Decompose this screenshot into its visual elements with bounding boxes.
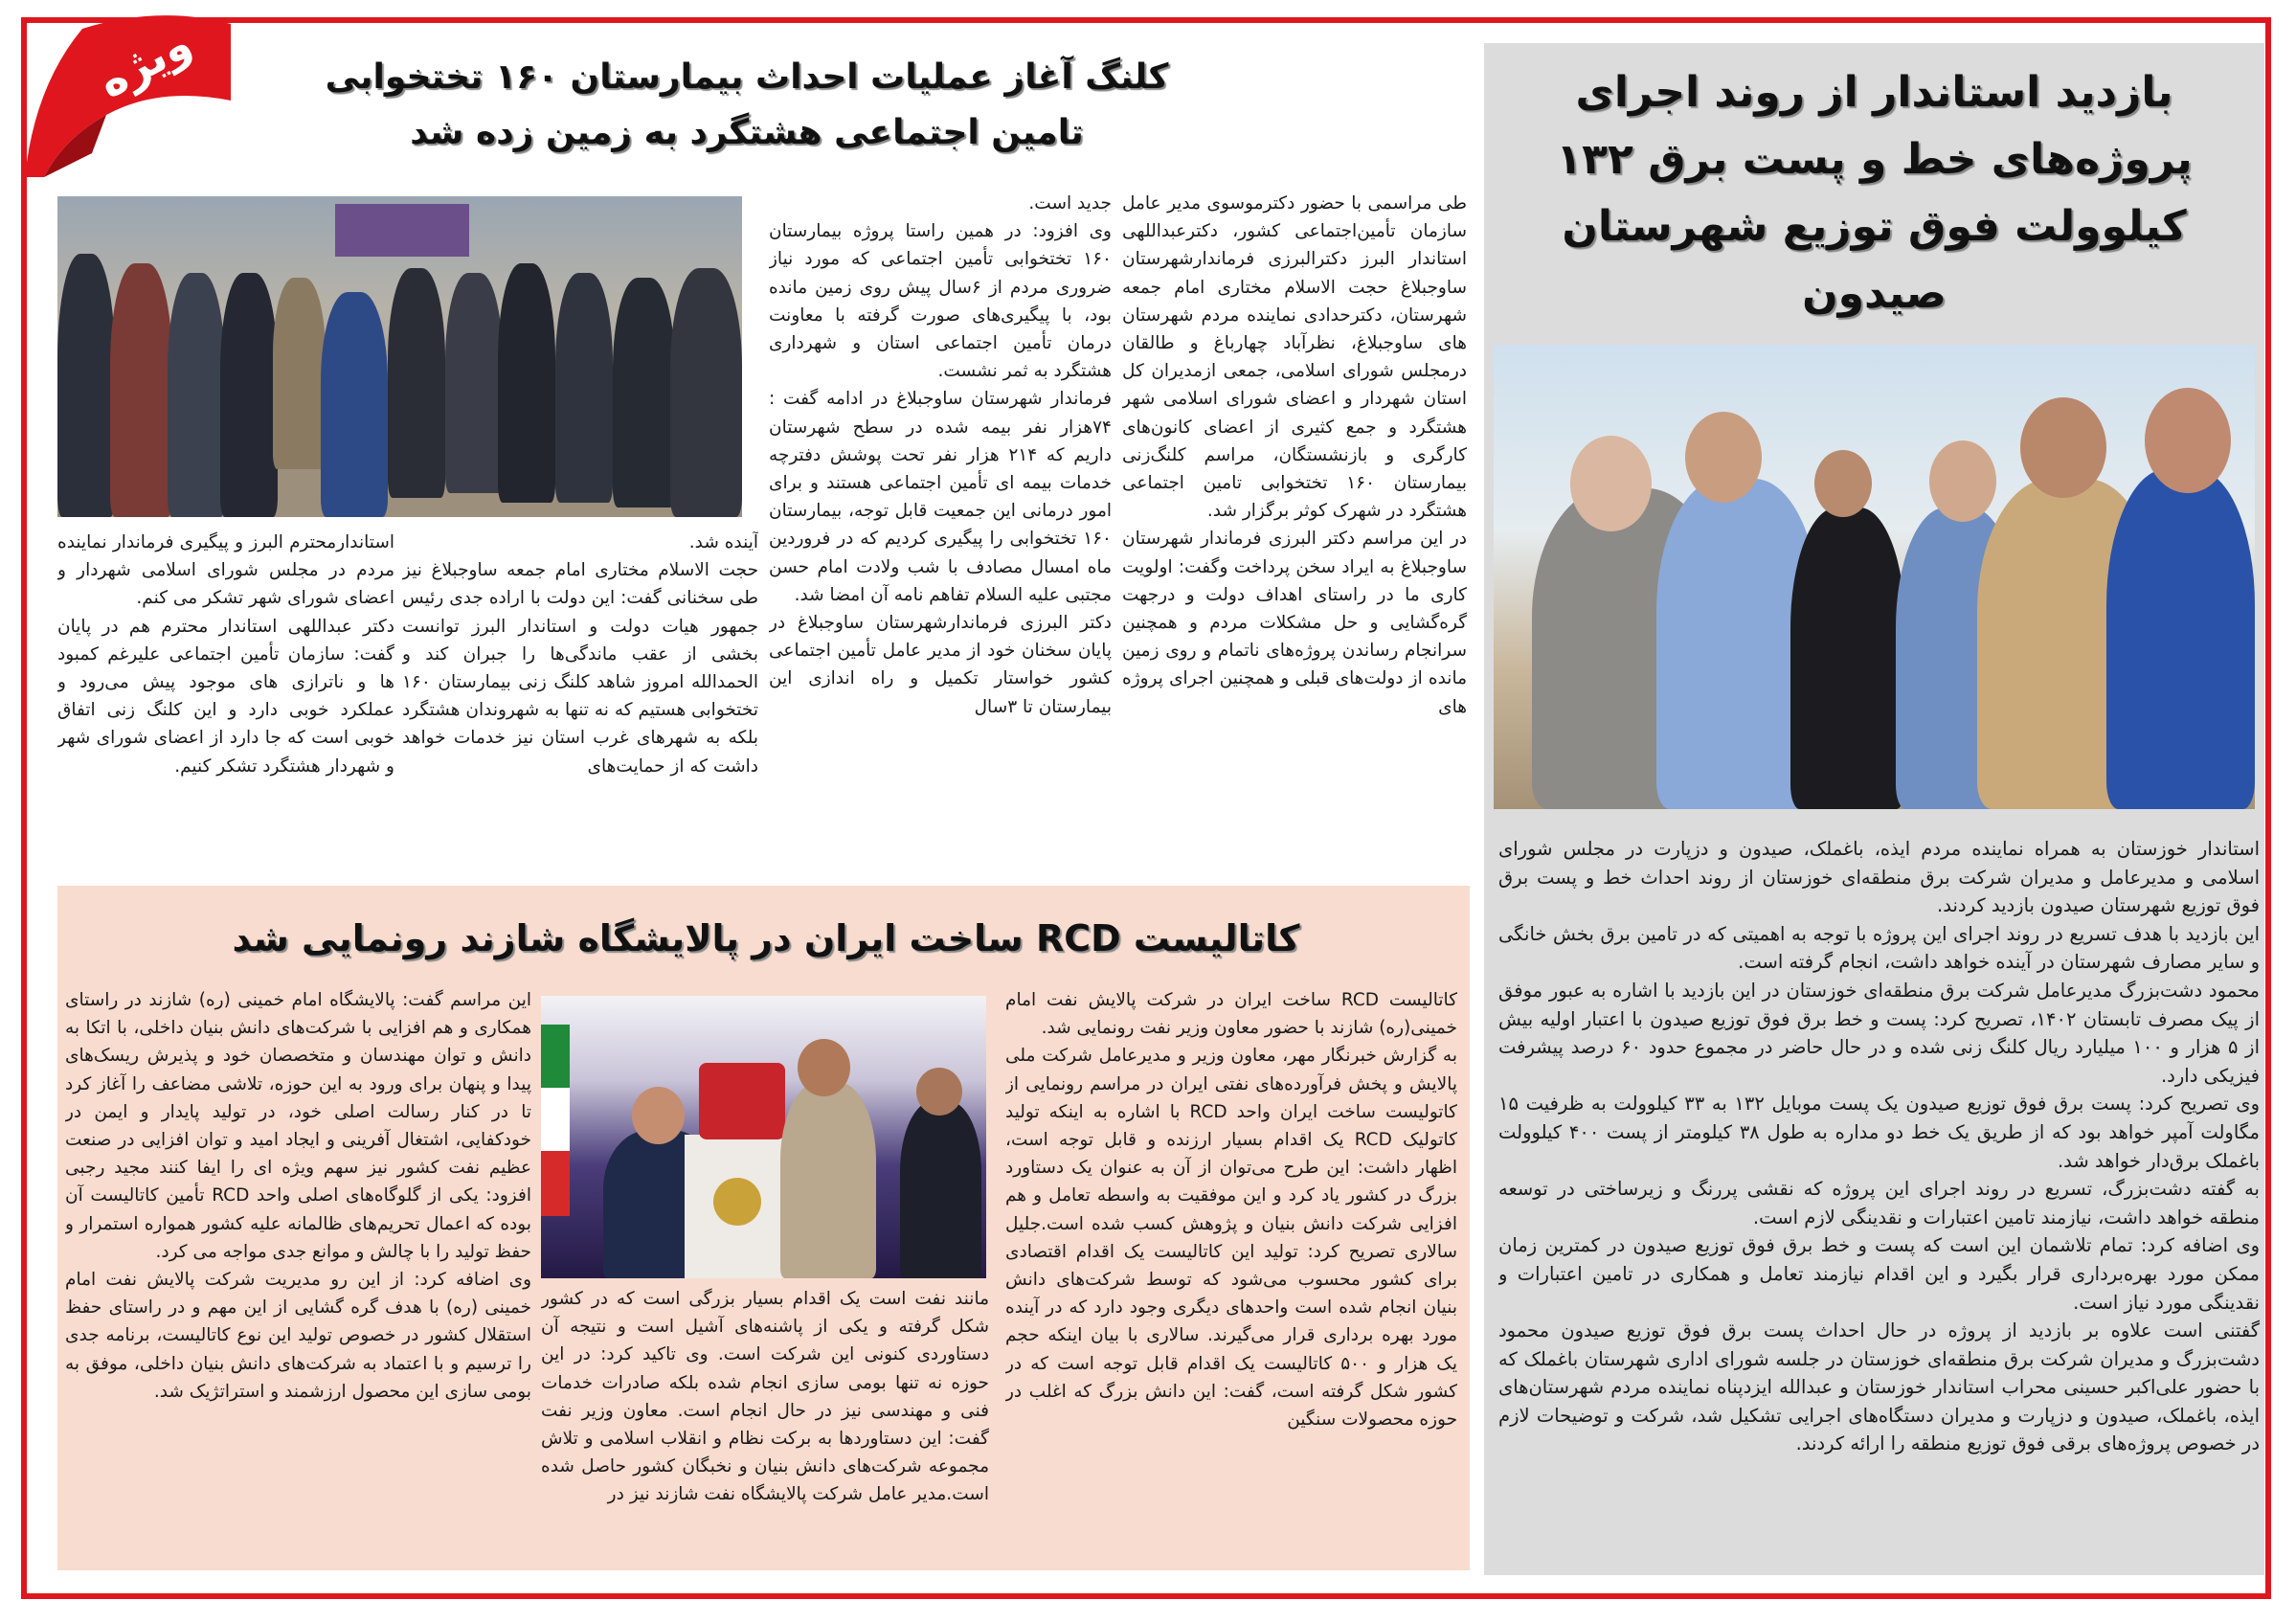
paragraph: جدید است. (1028, 193, 1112, 214)
paragraph: وی اضافه کرد: تمام تلاشمان این است که پست و خط برق فوق توزیع صیدون در کمترین زمان ممکن مورد بهره‌برداری قرار بگیرد و این اقدام نیازمند تعامل و همکاری در تامین اعتبارات و نقدینگی مورد نیاز است. (1498, 1234, 2260, 1314)
hospital-column-1 (1122, 190, 1467, 871)
paragraph: به گفته دشت‌بزرگ، تسریع در روند اجرای این پروژه که نقشی پررنگ و زیرساختی در توسعه منطقه خواهد داشت، نیازمند تامین اعتبارات و نقدینگی لازم است. (1498, 1178, 2260, 1229)
paragraph: محمود دشت‌بزرگ مدیرعامل شرکت برق منطقه‌ای خوزستان در این بازدید با اشاره به عبور موفق از پیک مصرف تابستان ۱۴۰۲، تصریح کرد: پست و خط برق فوق توزیع صیدون با اعتبار اولیه بیش از ۵ هزار و ۱۰۰ میلیارد ریال کلنگ زنی شده و در حال حاضر در مجموع حدود ۶۰ درصد پیشرفت فیزیکی دارد. (1498, 979, 2260, 1087)
rcd-unveiling-photo (541, 996, 986, 1278)
saidoun-headline: بازدید استاندار از روند اجرای پروژه‌های خط و پست برق ۱۳۲ کیلوولت فوق توزیع شهرستان صیدون (1556, 68, 2193, 318)
paragraph: مانند نفت است یک اقدام بسیار بزرگی است که در کشور شکل گرفته و یکی از پاشنه‌های آشیل است و نتیجه آن دستاوردی کنونی این شرکت است. وی تاکید کرد: در این حوزه نه تنها بومی سازی انجام شده بلکه صادرات خدمات فنی و مهندسی نیز در حال انجام است. معاون وزیر نفت گفت: این دستاوردها به برکت نظام و انقلاب اسلامی و تلاش مجموعه شرکت‌های دانش بنیان و نخبگان کشور حاصل شده است.مدیر عامل شرکت پالایشگاه نفت شازند نیز در (541, 1289, 989, 1505)
hospital-column-3 (402, 529, 758, 871)
paragraph: کاتالیست RCD ساخت ایران در شرکت پالایش نفت امام خمینی(ره) شازند با حضور معاون وزیر نفت رونمایی شد. (1005, 990, 1457, 1039)
paragraph: دکتر عبداللهی استاندار محترم هم در پایان گفت: سازمان تأمین اجتماعی علیرغم کمبود ها و ناترازی های موجود پیش می‌رود و عملکرد خوبی دارد و این کلنگ زنی اتفاق خوبی است که جا دارد از اعضای شورای شهر و شهردار هشتگرد تشکر کنیم. (57, 616, 394, 777)
paragraph: این بازدید با هدف تسریع در روند اجرای این پروژه با توجه به اهمیتی که در تامین برق بخش خانگی و سایر مصارف شهرستان در آینده خواهد داشت، انجام گرفته است. (1498, 922, 2260, 974)
paragraph: طی مراسمی با حضور دکترموسوی مدیر عامل سازمان تأمین‌اجتماعی کشور، دکترعبداللهی استاندار البرز دکترالبرزی فرماندارشهرستان ساوجبلاغ حجت الاسلام مختاری امام جمعه شهرستان، دکترحدادی نماینده مردم شهرستان های ساوجبلاغ، نظرآباد چهارباغ و طالقان درمجلس شورای اسلامی، جمعی ازمدیران کل استان شهردار و اعضای شورای اسلامی شهر هشتگرد و جمع کثیری از اعضای کانون‌های کارگری و بازنشستگان، مراسم کلنگ‌زنی بیمارستان ۱۶۰ تختخوابی تامین اجتماعی هشتگرد در شهرک کوثر برگزار شد. (1122, 193, 1467, 522)
paragraph: دکتر البرزی فرماندارشهرستان ساوجبلاغ در پایان سخنان خود از مدیر عامل تأمین اجتماعی کشور خواستار تکمیل و راه اندازی این بیمارستان تا ۳سال (769, 613, 1112, 717)
paragraph: وی افزود: در همین راستا پروژه بیمارستان ۱۶۰ تختخوابی تأمین اجتماعی که مورد نیاز ضروری مردم از ۶سال پیش روی زمین مانده بود، با پیگیری‌های صورت گرفته با معاونت درمان تأمین اجتماعی استان و شهرداری هشتگرد به ثمر نشست. (769, 221, 1112, 382)
headline-line: تامین اجتماعی هشتگرد به زمین زده شد (410, 113, 1084, 152)
rcd-headline: کاتالیست RCD ساخت ایران در پالایشگاه شازند رونمایی شد (232, 917, 1300, 959)
paragraph: حجت الاسلام مختاری امام جمعه ساوجبلاغ نیز طی سخنانی گفت: این دولت با اراده جدی رئیس جمهور هیات دولت و استاندار البرز توانست بخشی از عقب ماندگی‌ها را جبران کند و الحمدالله امروز شاهد کلنگ زنی بیمارستان ۱۶۰ تختخوابی هستیم که نه تنها به شهروندان هشتگرد بلکه به شهرهای غرب استان نیز خدمات خواهد داشت که از حمایت‌های (402, 560, 758, 777)
paragraph: در این مراسم دکتر البرزی فرماندار شهرستان ساوجبلاغ به ایراد سخن پرداخت وگفت: اولویت کاری ما در راستای اهداف دولت و درجهت گره‌گشایی و حل مشکلات مردم و همچنین سرانجام رساندن پروژه‌های ناتمام و روی زمین مانده از دولت‌های قبلی و همچنین اجرای پروژه های (1122, 529, 1467, 717)
paragraph: این مراسم گفت: پالایشگاه امام خمینی (ره) شازند در راستای همکاری و هم افزایی با شرکت‌های دانش بنیان داخلی، با اتکا به دانش و توان مهندسان و متخصصان خود و پذیرش ریسک‌های پیدا و پنهان برای ورود به این حوزه، تلاشی مضاعف را آغاز کرد تا در کنار رسالت اصلی خود، در تولید پایدار و ایمن در خودکفایی، اشتغال آفرینی و ایجاد امید و توان افزایی در صنعت عظیم نفت کشور نیز سهم ویژه ای را ایفا کنند مجید رجبی افزود: یکی از گلوگاه‌های اصلی واحد RCD تأمین کاتالیست آن بوده که اعمال تحریم‌های ظالمانه علیه کشور همواره استمرار و حفظ تولید را با چالش و موانع جدی مواجه می کرد. (65, 990, 531, 1262)
paragraph: به گزارش خبرنگار مهر، معاون وزیر و مدیرعامل شرکت ملی پالایش و پخش فرآورده‌های نفتی ایران در مراسم رونمایی از کاتولیست ساخت ایران واحد RCD با اشاره به اینکه تولید کاتولیک RCD یک اقدام بسیار ارزنده و قابل توجه است، اظهار داشت: این طرح می‌توان از آن به عنوان یک دستاورد بزرگ در کشور یاد کرد و این موفقیت به واسطه تعامل و هم افزایی شرکت دانش بنیان و پژوهش کسب شده است.جلیل سالاری تصریح کرد: تولید این کاتالیست یک اقدام اقتصادی برای کشور محسوب می‌شود که توسط شرکت‌های دانش بنیان انجام شده است واحدهای دیگری وجود دارد که در آینده مورد بهره برداری قرار می‌گیرند. سالاری با بیان اینکه حجم یک هزار و ۵۰۰ کاتالیست یک اقدام قابل توجه است که در کشور شکل گرفته است، گفت: این دانش بزرگ که اغلب در حوزه محصولات سنگین (1005, 1046, 1457, 1431)
headline-line: کلنگ آغاز عملیات احداث بیمارستان ۱۶۰ تختخوابی (325, 57, 1169, 97)
rcd-column-left (65, 986, 531, 1566)
hospital-headline (239, 50, 1254, 161)
site-visit-photo (1494, 345, 2255, 809)
rcd-column-right (1005, 986, 1457, 1566)
paragraph: استاندارمحترم البرز و پیگیری فرماندار نماینده مردم در مجلس شورای اسلامی شهردار و اعضای شورای شهر تشکر می کنم. (57, 532, 394, 609)
paragraph: گفتنی است علاوه بر بازدید از پروژه در حال احداث پست برق فوق توزیع صیدون محمود دشت‌بزرگ و مدیران شرکت برق منطقه‌ای خوزستان در جلسه شورای اداری شهرستان باغملک که با حضور علی‌اکبر حسینی محراب استاندار خوزستان و عبدالله ایزدپناه نماینده مردم شهرستان‌های ایذه، باغملک، صیدون و دزپارت و مدیران دستگاه‌های اجرایی تشکیل شد، شرکت و توضیحات لازم در خصوص پروژه‌های برقی فوق توزیع منطقه را ارائه کردند. (1498, 1319, 2260, 1455)
hospital-column-4 (57, 529, 394, 871)
paragraph: استاندار خوزستان به همراه نماینده مردم ایذه، باغملک، صیدون و دزپارت در مجلس شورای اسلامی و مدیرعامل و مدیران شرکت برق منطقه‌ای خوزستان از روند احداث خط و پست برق فوق توزیع شهرستان صیدون بازدید کردند. (1498, 838, 2260, 917)
paragraph: وی اضافه کرد: از این رو مدیریت شرکت پالایش نفت امام خمینی (ره) با هدف گره گشایی از این مهم و در راستای حفظ استقلال کشور در خصوص تولید این نوع کاتالیست، برنامه جدی را ترسیم و با اعتماد به شرکت‌های دانش بنیان داخلی، موفق به بومی سازی این محصول ارزشمند و استراتژیک شد. (65, 1270, 531, 1402)
paragraph: فرماندار شهرستان ساوجبلاغ در ادامه گفت : ۷۴هزار نفر بیمه شده در سطح شهرستان داریم که ۲۱۴ هزار نفر تحت پوشش دفترچه خدمات بیمه ای تأمین اجتماعی هستند و برای امور درمانی این جمعیت قابل توجه، بیمارستان ۱۶۰ تختخوابی را پیگیری کردیم که در فروردین ماه امسال مصادف با شب ولادت امام حسن مجتبی علیه السلام تفاهم نامه آن امضا شد. (769, 389, 1112, 605)
rcd-column-middle (541, 1285, 989, 1566)
saidoun-article-body (1498, 835, 2260, 1458)
paragraph: آینده شد. (688, 532, 758, 552)
banner (335, 204, 469, 257)
groundbreaking-photo (57, 196, 742, 517)
paragraph: وی تصریح کرد: پست برق فوق توزیع صیدون یک پست موبایل ۱۳۲ به ۳۳ کیلوولت به ظرفیت ۱۵ مگاولت آمپر خواهد بود که از طریق یک خط دو مداره به طول ۳۸ کیلومتر از پست ۴۰۰ کیلوولت باغملک برق‌دار خواهد شد. (1498, 1093, 2260, 1172)
special-ribbon (25, 10, 236, 177)
special-label: ویژه (89, 16, 200, 108)
hospital-column-2 (769, 190, 1112, 871)
